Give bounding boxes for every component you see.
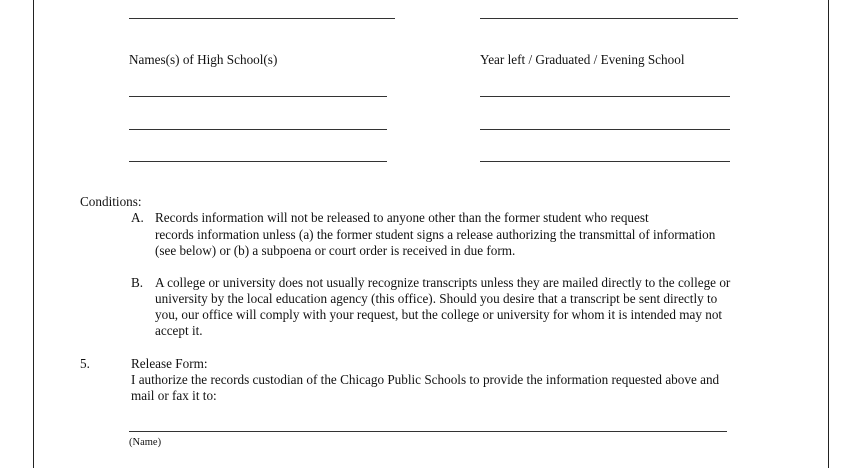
condition-b-line-3: you, our office will comply with your request, but the college or university for whom it is intended may not xyxy=(155,307,723,322)
high-school-names-label: Names(s) of High School(s) xyxy=(129,52,278,67)
release-section-number: 5. xyxy=(80,356,90,371)
year-left-field-2[interactable] xyxy=(480,129,730,130)
release-form-title: Release Form: xyxy=(131,356,208,371)
release-name-field[interactable] xyxy=(129,431,727,432)
high-school-name-field-3[interactable] xyxy=(129,161,387,162)
year-left-label: Year left / Graduated / Evening School xyxy=(480,52,685,67)
condition-a-line-2: records information unless (a) the former student signs a release authorizing the transmittal of information xyxy=(155,227,716,242)
condition-b-line-4: accept it. xyxy=(155,323,203,338)
release-text-line-2: mail or fax it to: xyxy=(131,388,217,403)
page-border-right xyxy=(828,0,829,468)
blank-line-top-right[interactable] xyxy=(480,18,738,19)
blank-line-top-left[interactable] xyxy=(129,18,395,19)
condition-a-line-3: (see below) or (b) a subpoena or court order is received in due form. xyxy=(155,243,516,258)
high-school-name-field-2[interactable] xyxy=(129,129,387,130)
year-left-field-3[interactable] xyxy=(480,161,730,162)
condition-b-marker: B. xyxy=(131,275,144,290)
condition-b-line-1: A college or university does not usually recognize transcripts unless they are mailed directly to the college or xyxy=(155,275,731,290)
year-left-field-1[interactable] xyxy=(480,96,730,97)
condition-b-line-2: university by the local education agency (this office). Should you desire that a transcript be sent directly to xyxy=(155,291,718,306)
release-text-line-1: I authorize the records custodian of the Chicago Public Schools to provide the information requested above and xyxy=(131,372,720,387)
condition-a-line-1: Records information will not be released to anyone other than the former student who request xyxy=(155,210,649,225)
conditions-heading: Conditions: xyxy=(80,194,142,209)
high-school-name-field-1[interactable] xyxy=(129,96,387,97)
release-name-caption: (Name) xyxy=(129,437,162,448)
page-border-left xyxy=(33,0,34,468)
condition-a-marker: A. xyxy=(131,210,144,225)
